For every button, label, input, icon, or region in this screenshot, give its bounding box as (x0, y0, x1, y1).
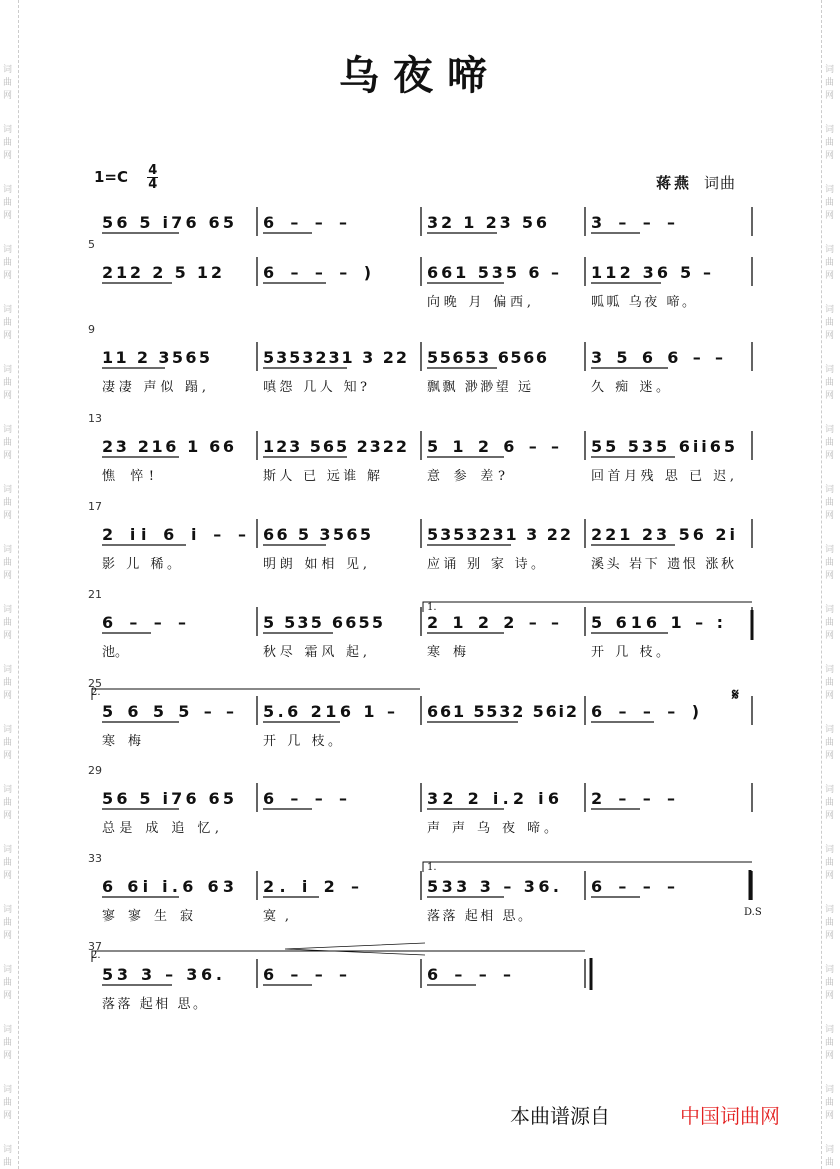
measure (427, 789, 559, 836)
volta-1-bracket (423, 602, 752, 612)
notes: 212 2 5 12 (102, 263, 222, 282)
notes: 661 5532 56i2 (427, 702, 577, 721)
watermark-glyph: 曲 (3, 498, 13, 508)
source-site-link[interactable]: 中国词曲网 (680, 1104, 780, 1128)
watermark-glyph: 网 (825, 451, 835, 461)
watermark-glyph: 曲 (825, 918, 835, 928)
watermark-glyph: 曲 (3, 378, 13, 388)
notes: 123 565 2322 (263, 437, 407, 456)
notes: 11 2 3565 (102, 348, 210, 367)
watermark-glyph: 词 (3, 425, 13, 435)
notes: 66 5 3565 (263, 525, 371, 544)
measure-number: 5 (88, 238, 95, 251)
watermark-glyph: 曲 (3, 558, 13, 568)
watermark-glyph: 网 (825, 1051, 835, 1061)
watermark-glyph: 网 (825, 331, 835, 341)
measure (591, 789, 675, 809)
measure-number: 17 (88, 500, 102, 513)
measure (102, 789, 234, 836)
watermark-glyph: 词 (3, 545, 13, 555)
watermark-glyph: 曲 (825, 738, 835, 748)
watermark-glyph: 网 (825, 151, 835, 161)
key-label: 1=C (94, 168, 129, 186)
watermark-glyph: 词 (3, 1145, 13, 1155)
watermark-glyph: 曲 (3, 1158, 13, 1168)
measure (427, 437, 559, 484)
lyric: 憔 悴! (102, 469, 154, 484)
watermark-glyph: 词 (3, 185, 13, 195)
notes: 56 5 i76 65 (102, 213, 234, 232)
measure (102, 348, 210, 395)
score-row (88, 588, 752, 660)
watermark-glyph: 网 (3, 631, 13, 641)
volta-1-label: 1. (427, 862, 437, 873)
watermark-glyph: 曲 (3, 1098, 13, 1108)
notes: 112 36 5 – (591, 263, 711, 282)
notes: 2 1 2 2 – – (427, 613, 559, 632)
watermark-glyph: 网 (3, 1111, 13, 1121)
measure (427, 525, 571, 572)
watermark-glyph: 词 (825, 1025, 835, 1035)
watermark-glyph: 网 (825, 631, 835, 641)
watermark-glyph: 曲 (825, 858, 835, 868)
watermark-glyph: 词 (825, 665, 835, 675)
watermark-glyph: 网 (825, 871, 835, 881)
watermark-glyph: 词 (825, 965, 835, 975)
watermark-glyph: 网 (825, 571, 835, 581)
volta-2-label: 2. (91, 950, 101, 961)
watermark-glyph: 词 (825, 605, 835, 615)
watermark-glyph: 词 (825, 365, 835, 375)
watermark-glyph: 词 (3, 1085, 13, 1095)
watermark-glyph: 曲 (3, 618, 13, 628)
measure-number: 25 (88, 677, 102, 690)
lyric: 寒 梅 (427, 645, 466, 660)
measure (427, 613, 559, 660)
notes: 3 5 6 6 – – (591, 348, 723, 367)
hairpin (285, 943, 425, 955)
lyric: 飘飘 渺渺望 远 (427, 380, 531, 395)
watermark-glyph: 曲 (825, 1038, 835, 1048)
watermark-glyph: 网 (3, 271, 13, 281)
lyric: 应诵 别 家 诗。 (427, 557, 544, 572)
watermark-glyph: 词 (3, 1025, 13, 1035)
watermark-glyph: 网 (825, 691, 835, 701)
watermark-glyph: 曲 (825, 438, 835, 448)
measure (427, 263, 559, 310)
notes: 55653 6566 (427, 348, 547, 367)
notes: 32 1 23 56 (427, 213, 547, 232)
watermark-glyph: 曲 (3, 858, 13, 868)
watermark-glyph: 网 (3, 91, 13, 101)
watermark-glyph: 网 (825, 751, 835, 761)
watermark-glyph: 网 (3, 751, 13, 761)
watermark-glyph: 曲 (825, 138, 835, 148)
lyric: 影 儿 稀。 (102, 557, 180, 572)
watermark-glyph: 曲 (3, 78, 13, 88)
watermark-glyph: 网 (3, 931, 13, 941)
watermark-glyph: 词 (3, 845, 13, 855)
measure (591, 525, 735, 572)
notes: 5353231 3 22 (263, 348, 407, 367)
notes: 6 – – – (591, 877, 675, 896)
watermark-glyph: 曲 (825, 378, 835, 388)
watermark-glyph: 网 (3, 151, 13, 161)
source-label: 本曲谱源自 (510, 1104, 610, 1128)
volta-1-bracket (423, 862, 752, 872)
watermark-glyph: 网 (825, 91, 835, 101)
watermark-glyph: 词 (3, 245, 13, 255)
measure (263, 877, 359, 924)
notes: 32 2 i.2 i6 (427, 789, 559, 808)
measure (102, 437, 234, 484)
watermark-glyph: 曲 (3, 318, 13, 328)
watermark-glyph: 曲 (3, 438, 13, 448)
notes: 5353231 3 22 (427, 525, 571, 544)
watermark-glyph: 网 (825, 991, 835, 1001)
lyric: 明朗 如相 见, (263, 557, 367, 572)
watermark-glyph: 词 (825, 245, 835, 255)
measure-number: 21 (88, 588, 102, 601)
measure (591, 702, 699, 722)
watermark-glyph: 词 (825, 1145, 835, 1155)
notes: 5.6 216 1 – (263, 702, 395, 721)
watermark-glyph: 网 (3, 211, 13, 221)
measure-number: 29 (88, 764, 102, 777)
watermark-glyph: 词 (3, 125, 13, 135)
measure (263, 263, 371, 283)
watermark-glyph: 网 (3, 391, 13, 401)
watermark-glyph: 曲 (3, 978, 13, 988)
watermark-glyph: 网 (825, 811, 835, 821)
measure (263, 348, 407, 395)
measure (263, 437, 407, 484)
volta-2-bracket (92, 951, 585, 962)
measure-number: 9 (88, 323, 95, 336)
watermark-glyph: 词 (825, 305, 835, 315)
watermark-glyph: 曲 (3, 918, 13, 928)
time-top: 4 (148, 163, 158, 178)
lyric: 呱呱 乌夜 啼。 (591, 295, 695, 310)
measure (591, 877, 675, 897)
watermark-glyph: 词 (3, 305, 13, 315)
watermark-glyph: 网 (3, 571, 13, 581)
watermark-glyph: 曲 (825, 498, 835, 508)
score-row (88, 500, 752, 572)
watermark-glyph: 曲 (825, 678, 835, 688)
watermark-glyph: 曲 (3, 798, 13, 808)
measure (591, 348, 723, 395)
watermark-glyph: 曲 (825, 618, 835, 628)
measure (263, 789, 347, 809)
measure (263, 965, 347, 985)
measure (427, 348, 547, 395)
watermark-glyph: 曲 (825, 78, 835, 88)
notes: 55 535 6ii65 (591, 437, 735, 456)
notes: 6 6i i.6 63 (102, 877, 234, 896)
watermark-glyph: 词 (3, 785, 13, 795)
lyric: 凄凄 声似 蹋, (102, 380, 206, 395)
watermark-glyph: 词 (825, 725, 835, 735)
measure-number: 33 (88, 852, 102, 865)
watermark-glyph: 曲 (825, 198, 835, 208)
measure (591, 613, 723, 660)
watermark-glyph: 网 (3, 811, 13, 821)
measure (263, 525, 371, 572)
watermark-glyph: 曲 (3, 678, 13, 688)
lyric: 嗔怨 几人 知? (263, 380, 367, 395)
lyric: 开 几 枝。 (591, 645, 669, 660)
watermark-glyph: 网 (3, 691, 13, 701)
measure (427, 965, 511, 985)
watermark-glyph: 网 (825, 271, 835, 281)
watermark-glyph: 网 (3, 991, 13, 1001)
watermark-glyph: 词 (825, 65, 835, 75)
watermark-glyph: 网 (3, 871, 13, 881)
watermark-glyph: 曲 (825, 1098, 835, 1108)
watermark-glyph: 网 (3, 511, 13, 521)
watermark-glyph: 曲 (825, 978, 835, 988)
notes: 5 1 2 6 – – (427, 437, 559, 456)
notes: 6 – – – ) (263, 263, 371, 282)
watermark-glyph: 词 (825, 845, 835, 855)
watermark-glyph: 曲 (825, 1158, 835, 1168)
watermark-glyph: 词 (3, 65, 13, 75)
watermark-glyph: 词 (825, 1085, 835, 1095)
volta-1-label: 1. (427, 602, 437, 613)
watermark-glyph: 网 (825, 211, 835, 221)
score-row (88, 852, 752, 924)
watermark-glyph: 词 (825, 485, 835, 495)
notes: 2 ii 6 i – – (102, 525, 246, 544)
composer-name: 蒋燕 (656, 174, 693, 192)
score-row (88, 412, 752, 484)
volta-2-bracket (92, 689, 420, 700)
watermark-glyph: 词 (3, 905, 13, 915)
lyric: 寞, (263, 909, 289, 924)
lyric: 寒 梅 (102, 734, 141, 749)
measure (591, 437, 735, 484)
watermark-glyph: 网 (825, 1111, 835, 1121)
watermark-glyph: 词 (3, 665, 13, 675)
measure (102, 965, 222, 1012)
notes: 6 – – – (263, 965, 347, 984)
notes: 5 535 6655 (263, 613, 383, 632)
watermark-glyph: 词 (3, 965, 13, 975)
score-row (88, 323, 752, 395)
watermark-glyph: 曲 (3, 258, 13, 268)
notes: 2 – – – (591, 789, 675, 808)
watermark-glyph: 词 (825, 545, 835, 555)
watermark-glyph: 曲 (3, 1038, 13, 1048)
watermark-glyph: 曲 (825, 798, 835, 808)
measure (102, 213, 234, 233)
watermark-glyph: 词 (825, 125, 835, 135)
measure (102, 613, 186, 660)
watermark-glyph: 词 (3, 605, 13, 615)
notes: 6 – – – ) (591, 702, 699, 721)
volta-2-label: 2. (91, 687, 101, 698)
notes: 6 – – – (263, 789, 347, 808)
watermark-glyph: 词 (825, 185, 835, 195)
notes: 2. i 2 – (263, 877, 359, 896)
score-row (102, 207, 752, 236)
score-row (88, 238, 752, 310)
score-row (88, 764, 752, 836)
lyric: 久 痴 迷。 (591, 380, 669, 395)
watermark-glyph: 网 (825, 931, 835, 941)
measure (427, 702, 577, 722)
watermark-glyph: 词 (825, 785, 835, 795)
watermark-glyph: 曲 (825, 318, 835, 328)
watermark-glyph: 网 (3, 1051, 13, 1061)
measure (102, 263, 222, 283)
watermark-glyph: 网 (3, 451, 13, 461)
measure (427, 877, 559, 924)
lyric: 总是 成 追 忆, (102, 821, 219, 836)
song-title: 乌夜啼 (339, 52, 501, 99)
watermark-glyph: 词 (3, 485, 13, 495)
watermark-glyph: 词 (3, 365, 13, 375)
notes: 533 3 – 36. (427, 877, 559, 896)
time-bottom: 4 (148, 177, 158, 192)
lyric: 意 参 差? (427, 469, 505, 484)
lyric: 寥 寥 生 寂 (102, 909, 193, 924)
notes: 221 23 56 2i (591, 525, 735, 544)
measure (591, 263, 711, 310)
measure (427, 213, 547, 233)
footer (510, 1100, 780, 1129)
measure (263, 702, 395, 749)
measure (102, 877, 234, 924)
lyric: 回首月残 思 已 迟, (591, 469, 734, 484)
watermark-glyph: 网 (825, 391, 835, 401)
notes: 6 – – – (263, 213, 347, 232)
lyric: 池。 (102, 645, 128, 660)
lyric: 斯人 已 远谁 解 (263, 469, 380, 484)
measure (263, 213, 347, 233)
segno-sign: 𝄋 (732, 685, 739, 704)
notes: 6 – – – (102, 613, 186, 632)
lyric: 开 几 枝。 (263, 734, 341, 749)
notes: 3 – – – (591, 213, 675, 232)
score-row (88, 677, 752, 749)
measure-number: 37 (88, 940, 102, 953)
notes: 6 – – – (427, 965, 511, 984)
watermark-glyph: 曲 (3, 198, 13, 208)
lyric: 落落 起相 思。 (427, 909, 531, 924)
lyric: 溪头 岩下 遗恨 涨秋 (591, 557, 734, 572)
notes: 23 216 1 66 (102, 437, 234, 456)
watermark-glyph: 词 (825, 425, 835, 435)
watermark-glyph: 网 (825, 511, 835, 521)
measure-number: 13 (88, 412, 102, 425)
watermark-glyph: 网 (3, 331, 13, 341)
notes: 53 3 – 36. (102, 965, 222, 984)
notes: 5 6 5 5 – – (102, 702, 234, 721)
measure (102, 702, 234, 749)
lyric: 秋尽 霜风 起, (263, 645, 367, 660)
watermark-glyph: 词 (3, 725, 13, 735)
watermark-glyph: 词 (825, 905, 835, 915)
measure (591, 213, 675, 233)
watermark-glyph: 曲 (825, 558, 835, 568)
watermark-glyph: 曲 (825, 258, 835, 268)
watermark-glyph: 曲 (3, 738, 13, 748)
lyric: 向晚 月 偏西, (427, 295, 531, 310)
notes: 5 616 1 – : (591, 613, 723, 632)
measure (102, 525, 246, 572)
lyric: 声 声 乌 夜 啼。 (427, 821, 557, 836)
ds-mark: D.S (744, 907, 762, 918)
watermark-glyph: 曲 (3, 138, 13, 148)
notes: 661 535 6 – (427, 263, 559, 282)
measure (263, 613, 383, 660)
composer-role: 词曲 (704, 174, 737, 192)
notes: 56 5 i76 65 (102, 789, 234, 808)
lyric: 落落 起相 思。 (102, 997, 206, 1012)
